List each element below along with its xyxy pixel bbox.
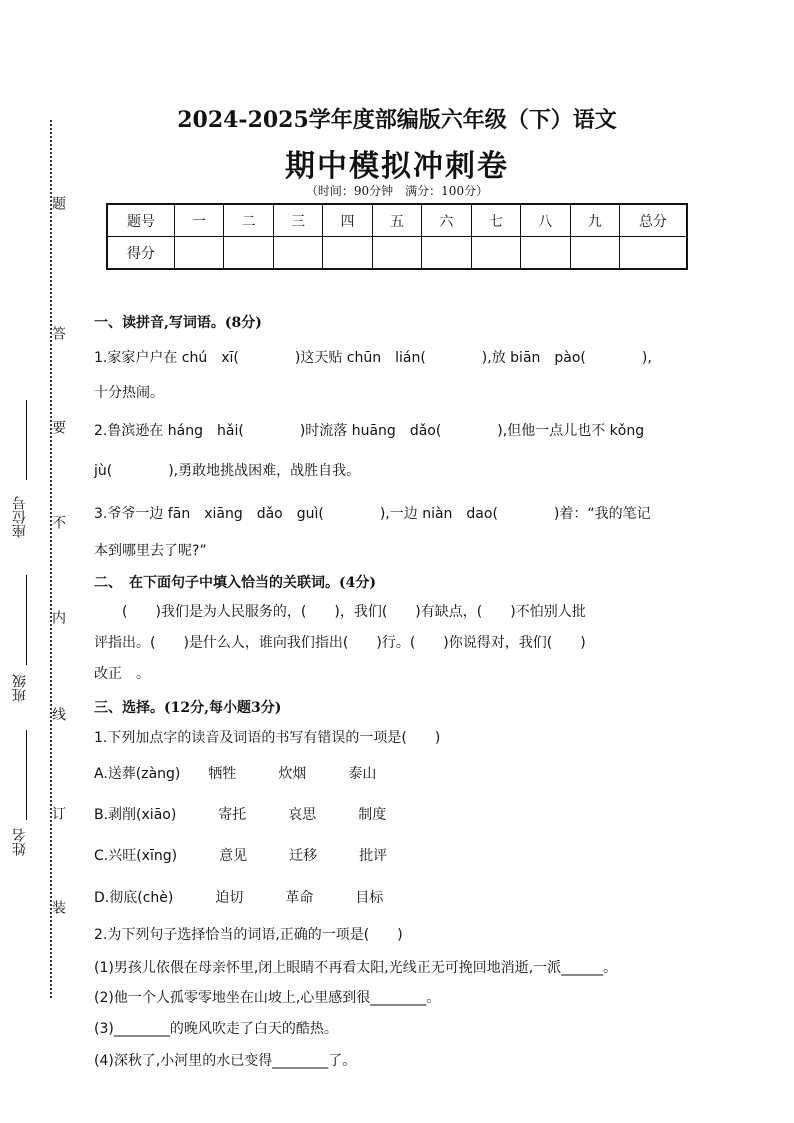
exam-subtitle: 期中模拟冲刺卷 xyxy=(285,149,509,184)
score-input-cell[interactable] xyxy=(273,237,322,270)
score-row-label: 得分 xyxy=(107,237,175,270)
binding-char: 题 xyxy=(50,196,66,210)
choice-option: D.彻底(chè) 迫切 革命 目标 xyxy=(94,890,384,906)
binding-char: 装 xyxy=(50,900,66,914)
question-text: ( )我们是为人民服务的，( )，我们( )有缺点，( )不怕别人批 xyxy=(94,604,586,620)
score-cell: 一 xyxy=(175,204,224,237)
exam-title: 2024-2025学年度部编版六年级（下）语文 xyxy=(177,107,617,133)
score-input-cell[interactable] xyxy=(224,237,273,270)
question-text: (4)深秋了,小河里的水已变得________了。 xyxy=(94,1053,357,1069)
score-cell: 题号 xyxy=(107,204,175,237)
score-input-cell[interactable] xyxy=(471,237,520,270)
class-label: 班级 xyxy=(12,674,28,702)
binding-dotted-line xyxy=(50,120,52,998)
score-input-cell[interactable] xyxy=(521,237,570,270)
question-text: jù( ),勇敢地挑战困难，战胜自我。 xyxy=(94,463,361,479)
score-cell: 八 xyxy=(521,204,570,237)
choice-option: B.剥削(xiāo) 寄托 哀思 制度 xyxy=(94,807,387,823)
choice-option: C.兴旺(xīng) 意见 迁移 批评 xyxy=(94,848,388,864)
section-heading: 二、 在下面句子中填入恰当的关联词。(4分) xyxy=(94,575,376,591)
binding-char: 要 xyxy=(50,420,66,434)
question-text: 改正 。 xyxy=(94,666,150,682)
score-input-cell[interactable] xyxy=(372,237,421,270)
question-text: (1)男孩儿依偎在母亲怀里,闭上眼睛不再看太阳,光线正无可挽回地消逝,一派______。 xyxy=(94,960,618,976)
binding-char: 订 xyxy=(50,806,66,820)
score-table-score-row xyxy=(107,237,687,270)
score-table-header-row xyxy=(107,204,687,237)
score-cell: 总分 xyxy=(620,204,688,237)
exam-meta: （时间：90分钟 满分：100分） xyxy=(305,184,489,198)
question-text: 3.爷爷一边 fān xiāng dǎo guì( ),一边 niàn dao( )着：“我的笔记 xyxy=(94,506,651,522)
question-text: (2)他一个人孤零零地坐在山坡上,心里感到很________。 xyxy=(94,990,441,1006)
score-cell: 五 xyxy=(372,204,421,237)
score-input-cell[interactable] xyxy=(422,237,471,270)
question-text: 1.家家户户在 chú xī( )这天贴 chūn lián( ),放 biān pào( ), xyxy=(94,350,652,366)
question-text: 2.为下列句子选择恰当的词语,正确的一项是( ) xyxy=(94,927,403,943)
question-text: (3)________的晚风吹走了白天的酷热。 xyxy=(94,1021,338,1037)
name-label: 姓名 xyxy=(12,828,28,856)
binding-char: 答 xyxy=(50,326,66,340)
binding-char: 不 xyxy=(50,515,66,529)
score-input-cell[interactable] xyxy=(620,237,688,270)
question-text: 1.下列加点字的读音及词语的书写有错误的一项是( ) xyxy=(94,730,441,746)
score-input-cell[interactable] xyxy=(323,237,372,270)
score-input-cell[interactable] xyxy=(570,237,620,270)
score-cell: 七 xyxy=(471,204,520,237)
question-text: 评指出。( )是什么人，谁向我们指出( )行。( )你说得对，我们( ) xyxy=(94,635,586,651)
score-cell: 九 xyxy=(570,204,620,237)
class-line xyxy=(26,575,27,665)
section-heading: 一、读拼音,写词语。(8分) xyxy=(94,315,262,331)
section-heading: 三、选择。(12分,每小题3分) xyxy=(94,700,282,716)
score-cell: 三 xyxy=(273,204,322,237)
score-cell: 二 xyxy=(224,204,273,237)
score-cell: 六 xyxy=(422,204,471,237)
name-line xyxy=(26,730,27,820)
score-input-cell[interactable] xyxy=(175,237,224,270)
seat-number-line xyxy=(26,400,27,480)
score-table xyxy=(106,203,688,270)
question-text: 本到哪里去了呢?” xyxy=(94,543,207,559)
score-cell: 四 xyxy=(323,204,372,237)
binding-char: 线 xyxy=(50,707,66,721)
choice-option: A.送葬(zàng) 牺牲 炊烟 泰山 xyxy=(94,766,377,782)
question-text: 2.鲁滨逊在 háng hǎi( )时流落 huāng dǎo( ),但他一点儿也不 kǒng xyxy=(94,423,645,439)
question-text: 十分热闹。 xyxy=(94,385,164,401)
seat-number-label: 座位号 xyxy=(12,496,28,538)
binding-char: 内 xyxy=(50,610,66,624)
